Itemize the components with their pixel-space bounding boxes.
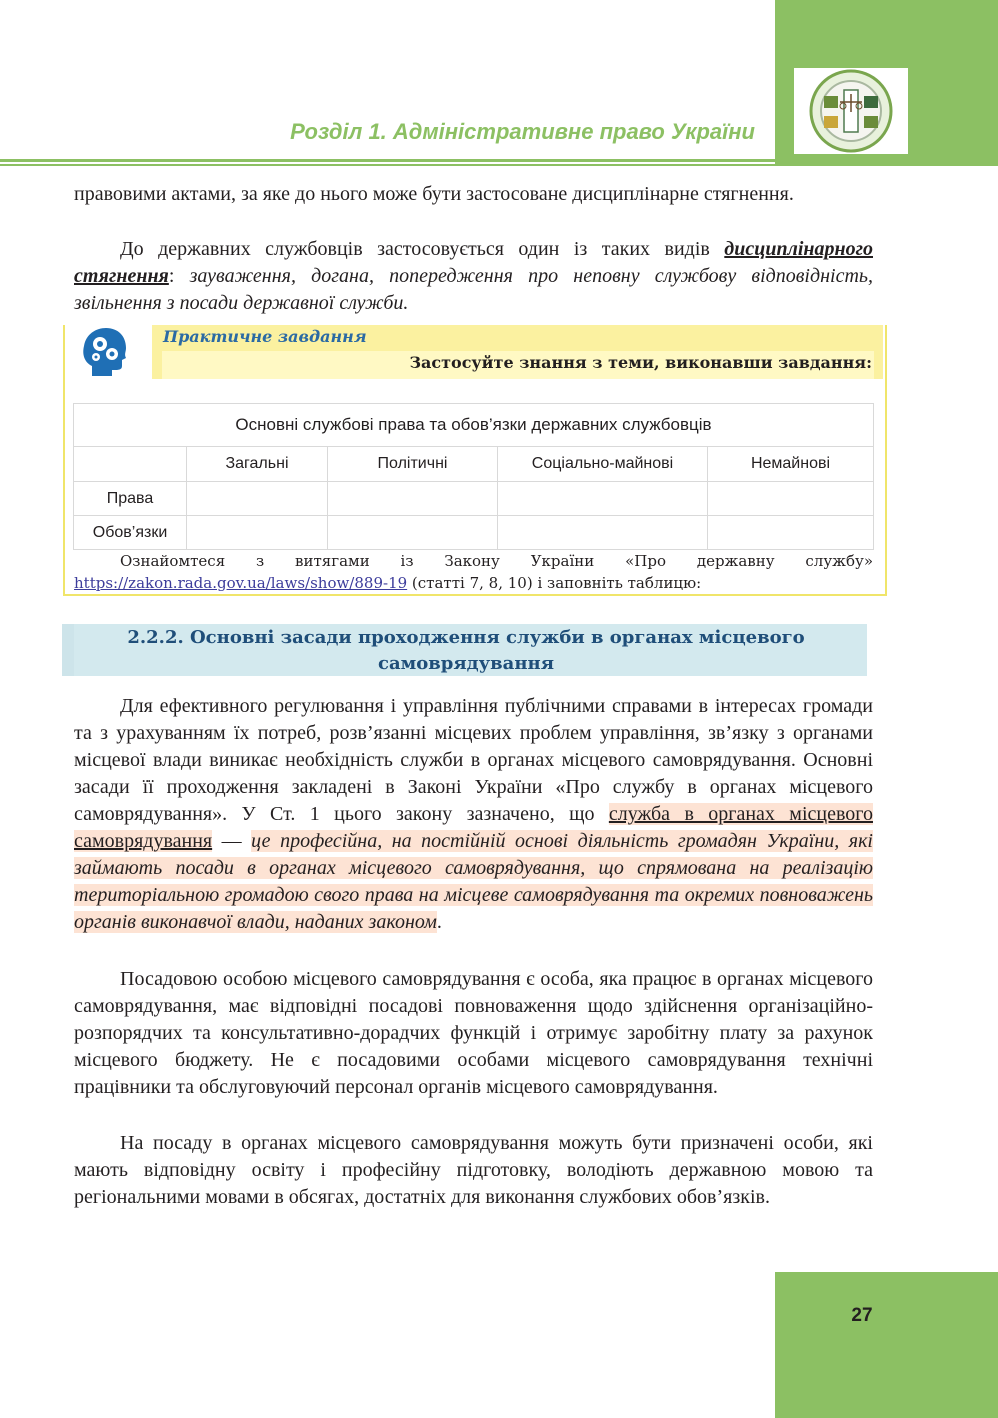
intro-paragraph (74, 236, 873, 317)
row-label: Обов’язки (74, 516, 187, 550)
head-gears-icon (76, 326, 130, 378)
task-note (74, 550, 873, 572)
task-label: Практичне завдання (163, 327, 367, 346)
rights-table (73, 403, 874, 550)
table-cell (708, 482, 874, 516)
intro-line: правовими актами, за яке до нього може бути застосоване дисциплінарне стягнення. (74, 183, 794, 205)
header-rule-thin (0, 164, 775, 166)
sentence-end: . (436, 911, 442, 933)
highlighted-definition: це професійна, на постійній основі діяльність громадян України, які займають посади в органах місцевого самоврядування, що спрямована на реалізацію територіальною громадою свого права на місцеве самоврядування та окремих повноважень органів виконавчої влади, наданих законом (74, 830, 873, 933)
table-cell (498, 482, 708, 516)
table-cell (708, 516, 874, 550)
intro-colon: : (168, 265, 190, 287)
discipline-term: дисциплінарного стягнення (74, 238, 873, 287)
table-corner (74, 447, 187, 482)
intro-text: До державних службовців застосовується один із таких видів (120, 238, 725, 260)
body-paragraph (74, 693, 873, 936)
body-paragraph: На посаду в органах місцевого самоврядування можуть бути призначені особи, які мають відповідну освіту і професійну підготовку, володіють державною мовою та регіональними мовами в обсягах, достатніх для виконання службових обов’язків. (74, 1132, 873, 1208)
task-note-rest: (статті 7, 8, 10) і заповніть таблицю: (407, 574, 702, 592)
column-header: Немайнові (708, 447, 874, 482)
column-header: Політичні (328, 447, 498, 482)
chapter-title: Розділ 1. Адміністративне право України (290, 119, 755, 144)
task-note-link-line (74, 572, 873, 594)
table-cell (187, 482, 328, 516)
section-title (74, 625, 858, 677)
table-cell (328, 516, 498, 550)
body-text: Для ефективного регулювання і управління публічними справами в інтересах громади та з урахуванням їх потреб, розв’язанні місцевих проблем управління, зв’язку з органами місцевої влади виникає необхідність служби в органах місцевого самоврядування. Основні засади її проходження закладені в Законі України «Про службу в органах місцевого самоврядування». У Ст. 1 цього закону зазначено, що (74, 695, 873, 825)
discipline-list: зауваження, догана, попередження про неповну службову відповідність, звільнення з посади державної служби. (74, 265, 874, 314)
table-cell (328, 482, 498, 516)
highlighted-term: служба в органах місцевого самоврядування (74, 803, 873, 852)
footer-green-block (775, 1272, 998, 1418)
section-title-line: самоврядування (378, 653, 554, 674)
section-title-line: 2.2.2. Основні засади проходження служби в органах місцевого (127, 627, 805, 648)
term-dash: — (212, 830, 252, 852)
task-note-text: Ознайомтеся з витягами із Закону України «Про державну службу» (120, 552, 873, 570)
table-cell (498, 516, 708, 550)
law-link[interactable]: https://zakon.rada.gov.ua/laws/show/889-19 (74, 574, 408, 592)
header-rule (0, 159, 775, 162)
row-label: Права (74, 482, 187, 516)
emblem-logo (794, 68, 908, 154)
table-cell (187, 516, 328, 550)
body-paragraph: Посадовою особою місцевого самоврядування є особа, яка працює в органах місцевого самоврядування, має відповідні посадові повноваження щодо здійснення організаційно-розпорядчих та консультативно-дорадчих функцій і отримує заробітну плату за рахунок місцевого бюджету. Не є посадовими особами місцевого самоврядування технічні працівники та обслуговуючий персонал органів місцевого самоврядування. (74, 968, 873, 1098)
page-number: 27 (851, 1305, 873, 1326)
column-header: Соціально-майнові (498, 447, 708, 482)
column-header: Загальні (187, 447, 328, 482)
task-instruction: Застосуйте знання з теми, виконавши завдання: (409, 353, 872, 372)
table-title: Основні службові права та обов’язки державних службовців (74, 404, 874, 447)
